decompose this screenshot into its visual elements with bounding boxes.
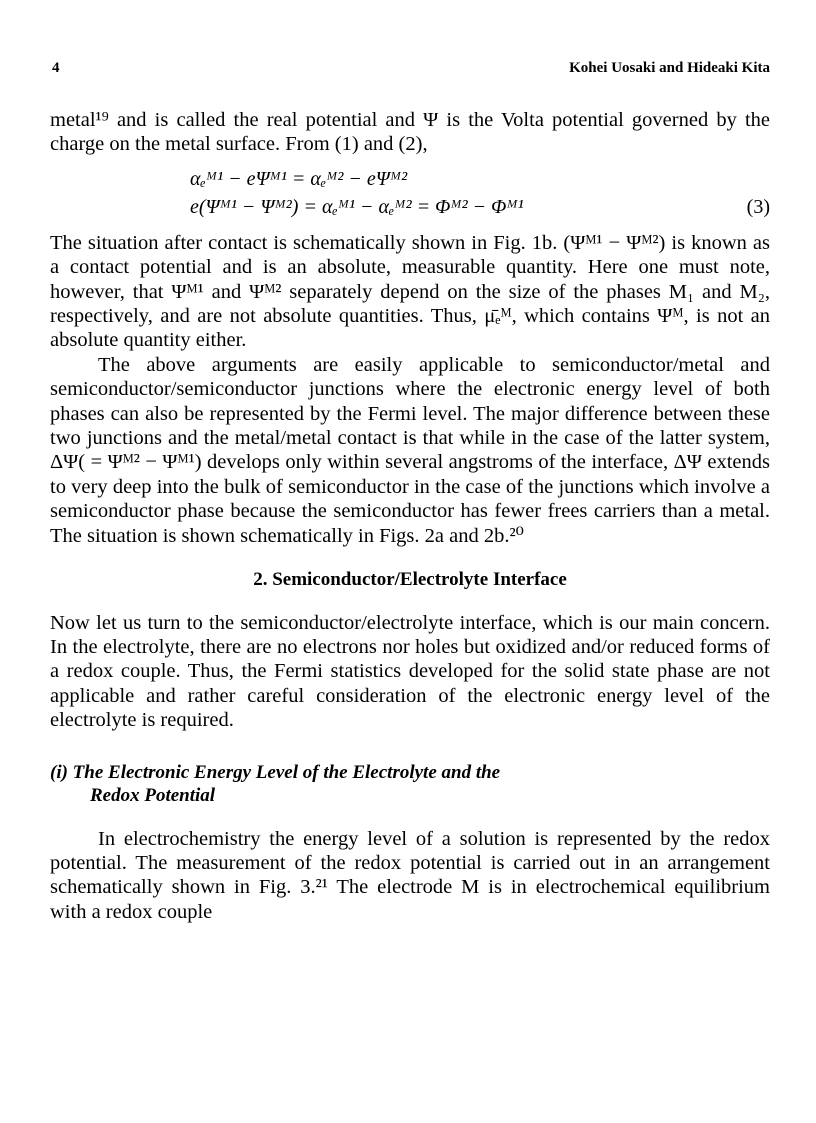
subsection-heading <box>50 761 770 807</box>
paragraph-5: In electrochemistry the energy level of a solution is represented by the redox potential. The measurement of the redox potential is carried out in an arrangement schematically shown in Fig. 3.²¹ The electrode M is in electrochemical equilibrium with a redox couple <box>50 827 770 923</box>
paragraph-2: The situation after contact is schematically shown in Fig. 1b. (Ψᴹ¹ − Ψᴹ²) is known as a contact potential and is an absolute, measurable quantity. Here one must note, however, that Ψᴹ¹ and Ψᴹ² separately depend on the size of the phases M₁ and M₂, respectively, and are not absolute quantities. Thus, μ̄ₑᴹ, which contains Ψᴹ, is not an absolute quantity either. <box>50 231 770 352</box>
subsection-heading-line-1: (i) The Electronic Energy Level of the Electrolyte and the <box>50 761 501 783</box>
running-header <box>50 60 770 84</box>
section-heading: 2. Semiconductor/Electrolyte Interface <box>253 569 567 591</box>
equation-1 <box>50 167 770 195</box>
page-body <box>50 108 770 924</box>
paragraph-4: Now let us turn to the semiconductor/electrolyte interface, which is our main concern. In the electrolyte, there are no electrons nor holes but oxidized and/or reduced forms of a redox couple. Thus, the Fermi statistics developed for the solid state phase are not applicable and rather careful consideration of the electronic energy level of the electrolyte is required. <box>50 611 770 732</box>
paragraph-3: The above arguments are easily applicable to semiconductor/metal and semiconductor/semiconductor junctions where the electronic energy level of both phases can also be represented by the Fermi level. The major difference between these two junctions and the metal/metal contact is that while in the case of the latter system, ΔΨ( = Ψᴹ² − Ψᴹ¹) develops only within several angstroms of the interface, ΔΨ extends to very deep into the bulk of semiconductor in the case of the junctions which involve a semiconductor phase because the semiconductor has fewer frees carriers than a metal. The situation is shown schematically in Figs. 2a and 2b.²⁰ <box>50 353 770 547</box>
running-head-authors: Kohei Uosaki and Hideaki Kita <box>569 60 770 76</box>
equation-3-expression: e(Ψᴹ¹ − Ψᴹ²) = αₑᴹ¹ − αₑᴹ² = Φᴹ² − Φᴹ¹ <box>190 195 524 218</box>
equation-1-expression: αₑᴹ¹ − eΨᴹ¹ = αₑᴹ² − eΨᴹ² <box>190 167 408 190</box>
page-number: 4 <box>52 60 60 76</box>
equation-3-number: (3) <box>746 195 770 218</box>
equation-3 <box>50 195 770 223</box>
subsection-heading-line-2: Redox Potential <box>90 784 216 806</box>
paragraph-1: metal¹⁹ and is called the real potential and Ψ is the Volta potential governed by the charge on the metal surface. From (1) and (2), <box>50 109 770 156</box>
